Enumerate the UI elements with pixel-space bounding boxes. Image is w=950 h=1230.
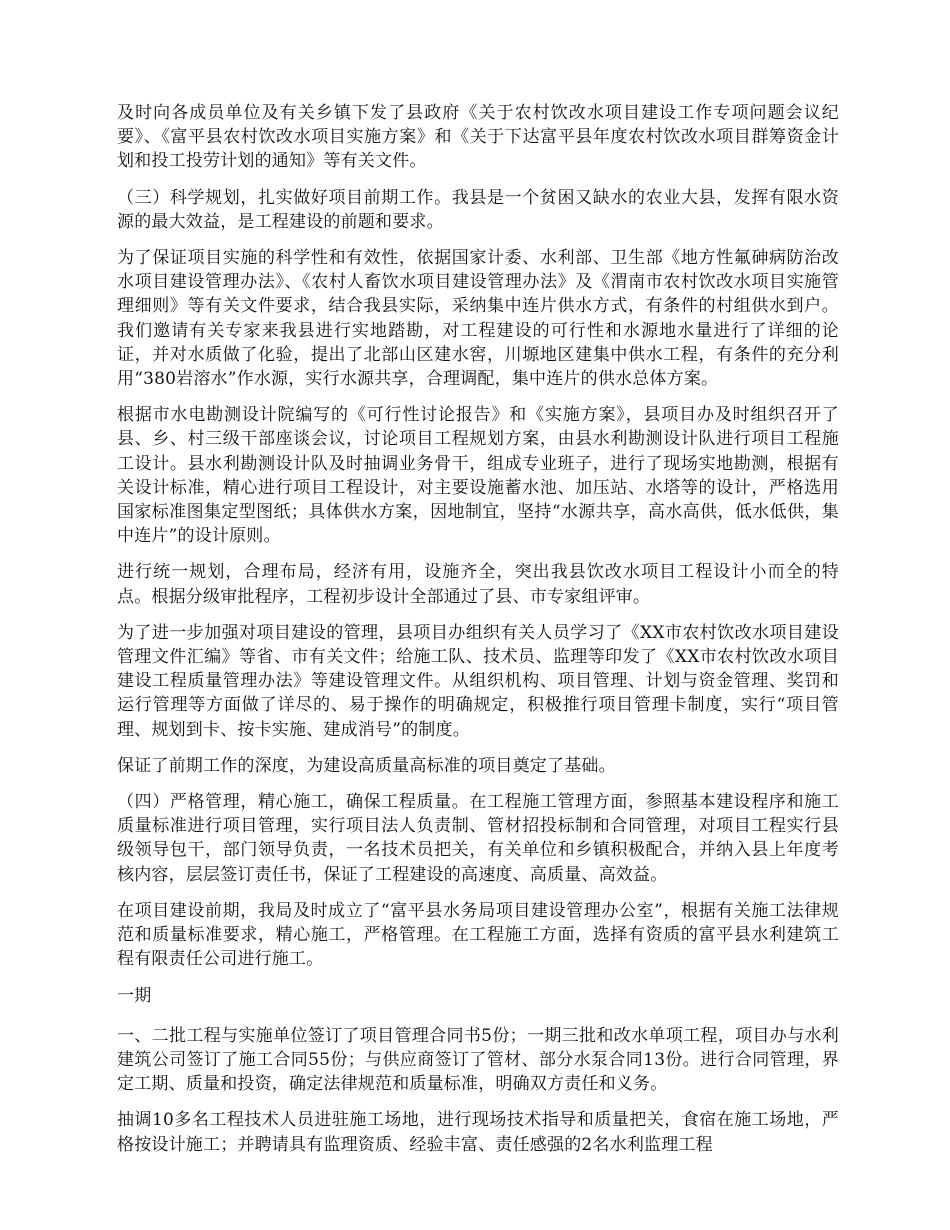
paragraph-8: （四）严格管理，精心施工，确保工程质量。在工程施工管理方面，参照基本建设程序和施工质量标准进行项目管理，实行项目法人负责制、管材招投标制和合同管理，对项目工程实行县级领导包干，部门领导负责，一名技术员把关，有关单位和乡镇积极配合，并纳入县上年度考核内容，层层签订责任书，保证了工程建设的高速度、高质量、高效益。 <box>117 792 839 885</box>
paragraph-4: 根据市水电勘测设计院编写的《可行性讨论报告》和《实施方案》，县项目办及时组织召开了县、乡、村三级干部座谈会议，讨论项目工程规划方案，由县水利勘测设计队进行项目工程施工设计。县水利勘测设计队及时抽调业务骨干，组成专业班子，进行了现场实地勘测，根据有关设计标准，精心进行项目工程设计，对主要设施蓄水池、加压站、水塔等的设计，严格选用国家标准图集定型图纸；具体供水方案，因地制宜，坚持“水源共享，高水高供，低水低供，集中连片”的设计原则。 <box>117 405 839 547</box>
paragraph-9: 在项目建设前期，我局及时成立了“富平县水务局项目建设管理办公室”，根据有关施工法律规范和质量标准要求，精心施工，严格管理。在工程施工方面，选择有资质的富平县水利建筑工程有限责任公司进行施工。 <box>117 900 839 970</box>
paragraph-7: 保证了前期工作的深度，为建设高质量高标准的项目奠定了基础。 <box>117 755 616 776</box>
paragraph-1: 及时向各成员单位及有关乡镇下发了县政府《关于农村饮改水项目建设工作专项问题会议纪要》、《富平县农村饮改水项目实施方案》和《关于下达富平县年度农村饮改水项目群筹资金计划和投工投劳计划的通知》等有关文件。 <box>117 103 839 172</box>
paragraph-12: 抽调10多名工程技术人员进驻施工场地，进行现场技术指导和质量把关，食宿在施工场地，严格按设计施工；并聘请具有监理资质、经验丰富、责任感强的2名水利监理工程 <box>117 1110 839 1155</box>
paragraph-3: 为了保证项目实施的科学性和有效性，依据国家计委、水利部、卫生部《地方性氟砷病防治改水项目建设管理办法》、《农村人畜饮水项目建设管理办法》及《渭南市农村饮改水项目实施管理细则》等有关文件要求，结合我县实际，采纳集中连片供水方式，有条件的村组供水到户。我们邀请有关专家来我县进行实地踏勘，对工程建设的可行性和水源地水量进行了详细的论证，并对水质做了化验，提出了北部山区建水窖，川塬地区建集中供水工程，有条件的充分利用“380岩溶水”作水源，实行水源共享，合理调配，集中连片的供水总体方案。 <box>117 248 839 390</box>
paragraph-6: 为了进一步加强对项目建设的管理，县项目办组织有关人员学习了《XX市农村饮改水项目建设管理文件汇编》等省、市有关文件；给施工队、技术员、监理等印发了《XX市农村饮改水项目建设工程质量管理办法》等建设管理文件。从组织机构、项目管理、计划与资金管理、奖罚和运行管理等方面做了详尽的、易于操作的明确规定，积极推行项目管理卡制度，实行“项目管理、规划到卡、按卡实施、建成消号”的制度。 <box>117 622 839 740</box>
paragraph-5: 进行统一规划，合理布局，经济有用，设施齐全，突出我县饮改水项目工程设计小而全的特点。根据分级审批程序，工程初步设计全部通过了县、市专家组评审。 <box>117 562 839 607</box>
document-body <box>117 101 839 1169</box>
paragraph-11: 一、二批工程与实施单位签订了项目管理合同书5份；一期三批和改水单项工程，项目办与水利建筑公司签订了施工合同55份；与供应商签订了管材、部分水泵合同13份。进行合同管理，界定工期、质量和投资，确定法律规范和质量标准，明确双方责任和义务。 <box>117 1025 839 1095</box>
paragraph-2: （三）科学规划，扎实做好项目前期工作。我县是一个贫困又缺水的农业大县，发挥有限水资源的最大效益，是工程建设的前题和要求。 <box>117 187 839 232</box>
paragraph-10: 一期 <box>117 985 152 1006</box>
